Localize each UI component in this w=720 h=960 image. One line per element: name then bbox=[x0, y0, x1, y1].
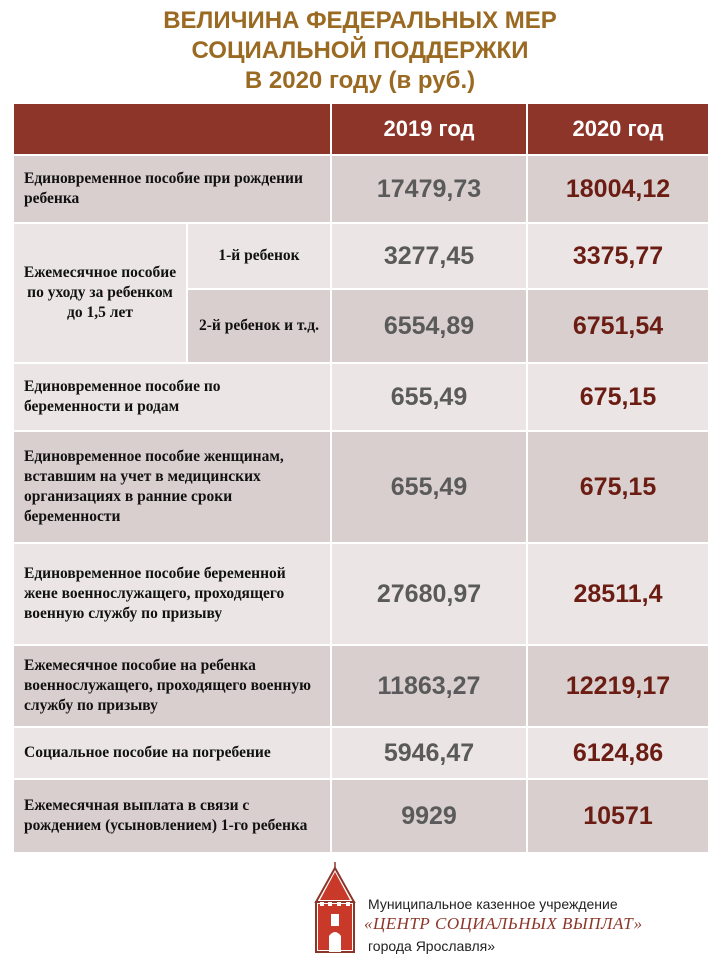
title-line-3: В 2020 году (в руб.) bbox=[244, 67, 476, 94]
table-row bbox=[13, 363, 709, 431]
org-line-2: «ЦЕНТР СОЦИАЛЬНЫХ ВЫПЛАТ» bbox=[364, 914, 643, 933]
row-label: Единовременное пособие по беременности и родам bbox=[13, 363, 331, 431]
table-row bbox=[13, 779, 709, 853]
org-line-3: города Ярославля» bbox=[368, 938, 495, 954]
group-label: Ежемесячное пособие по уходу за ребенком до 1,5 лет bbox=[13, 223, 187, 363]
value-2020: 675,15 bbox=[527, 431, 709, 543]
sub-row-label: 2-й ребенок и т.д. bbox=[187, 289, 331, 363]
header-empty-cell bbox=[13, 103, 331, 155]
value-2019: 17479,73 bbox=[331, 155, 527, 223]
row-label: Единовременное пособие женщинам, вставшим на учет в медицинских организациях в ранние сроки беременности bbox=[13, 431, 331, 543]
header-2019: 2019 год bbox=[331, 103, 527, 155]
value-2019: 655,49 bbox=[331, 363, 527, 431]
row-label: Единовременное пособие при рождении ребенка bbox=[13, 155, 331, 223]
value-2020: 12219,17 bbox=[527, 645, 709, 727]
table-row bbox=[13, 223, 709, 289]
sub-row-label: 1-й ребенок bbox=[187, 223, 331, 289]
value-2019: 6554,89 bbox=[331, 289, 527, 363]
title-line-2: СОЦИАЛЬНОЙ ПОДДЕРЖКИ bbox=[191, 37, 529, 64]
table-row bbox=[13, 645, 709, 727]
value-2019: 27680,97 bbox=[331, 543, 527, 645]
value-2020: 6751,54 bbox=[527, 289, 709, 363]
value-2019: 9929 bbox=[331, 779, 527, 853]
header-2020: 2020 год bbox=[527, 103, 709, 155]
value-2019: 5946,47 bbox=[331, 727, 527, 779]
row-label: Социальное пособие на погребение bbox=[13, 727, 331, 779]
table-row bbox=[13, 543, 709, 645]
value-2019: 3277,45 bbox=[331, 223, 527, 289]
table-row bbox=[13, 431, 709, 543]
table-header-row bbox=[13, 103, 709, 155]
value-2020: 675,15 bbox=[527, 363, 709, 431]
tower-icon bbox=[310, 862, 360, 954]
table-row bbox=[13, 727, 709, 779]
page-title bbox=[0, 6, 720, 96]
org-line-1: Муниципальное казенное учреждение bbox=[368, 896, 618, 912]
value-2020: 18004,12 bbox=[527, 155, 709, 223]
benefits-table bbox=[12, 102, 710, 854]
row-label: Единовременное пособие беременной жене военнослужащего, проходящего военную службу по призыву bbox=[13, 543, 331, 645]
title-line-1: ВЕЛИЧИНА ФЕДЕРАЛЬНЫХ МЕР bbox=[163, 7, 557, 34]
row-label: Ежемесячная выплата в связи с рождением (усыновлением) 1-го ребенка bbox=[13, 779, 331, 853]
value-2019: 655,49 bbox=[331, 431, 527, 543]
value-2019: 11863,27 bbox=[331, 645, 527, 727]
value-2020: 3375,77 bbox=[527, 223, 709, 289]
value-2020: 6124,86 bbox=[527, 727, 709, 779]
row-label: Ежемесячное пособие на ребенка военнослужащего, проходящего военную службу по призыву bbox=[13, 645, 331, 727]
value-2020: 10571 bbox=[527, 779, 709, 853]
value-2020: 28511,4 bbox=[527, 543, 709, 645]
footer bbox=[310, 862, 720, 960]
table-row bbox=[13, 155, 709, 223]
